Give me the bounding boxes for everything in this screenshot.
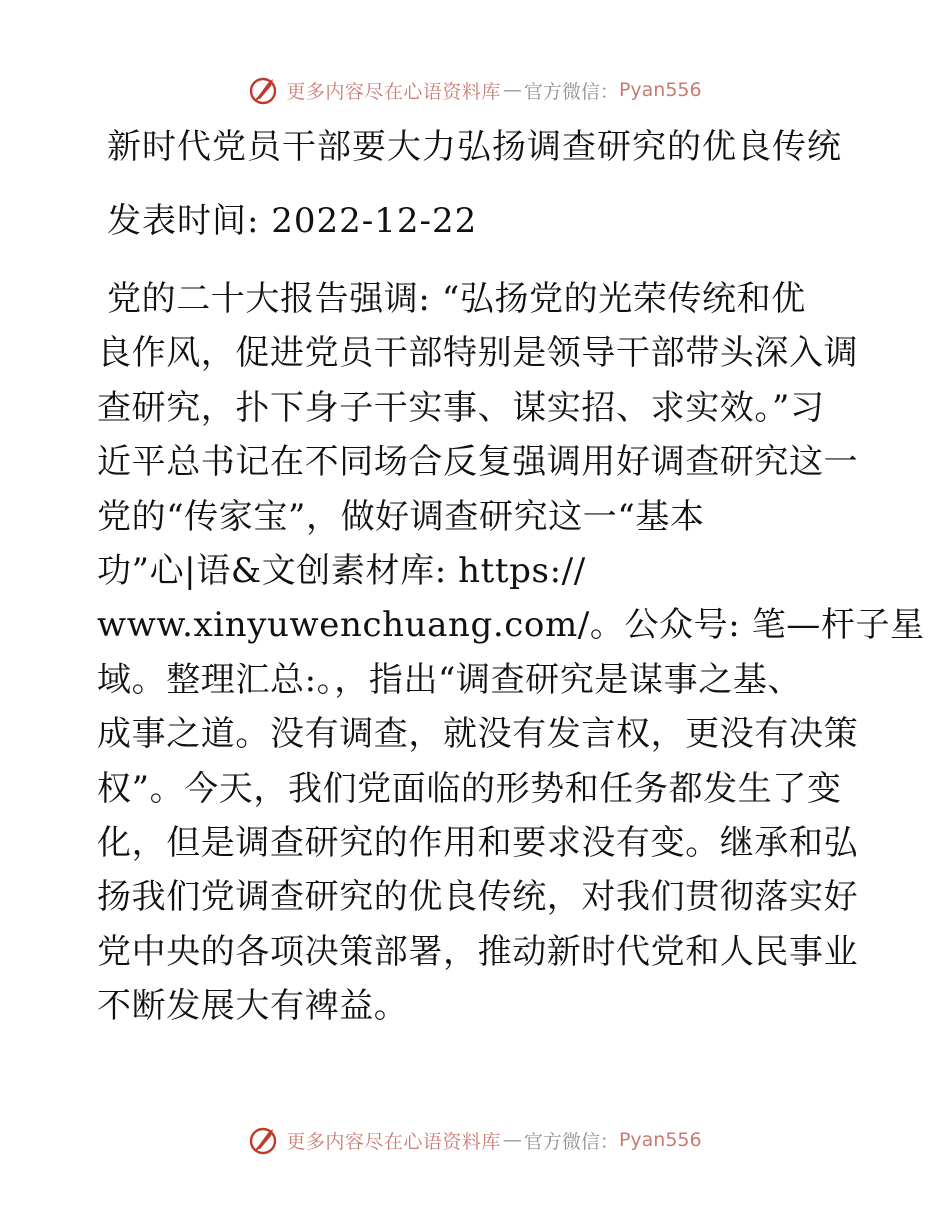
body-line: 不断发展大有裨益。 [97, 986, 409, 1027]
body-line: 党的二十大报告强调: “弘扬党的光荣传统和优 [107, 279, 806, 319]
banner-wechat-id: Pyan556 [618, 1129, 702, 1151]
banner-text: 更多内容尽在心语资料库 [286, 80, 501, 103]
body-line: 党中央的各项决策部署，推动新时代党和人民事业 [97, 931, 859, 972]
banner-wechat-label: 官方微信： [523, 80, 619, 103]
body-line: 成事之道。没有调查，就没有发言权，更没有决策 [97, 714, 859, 755]
body-line: 查研究，扑下身子干实事、谋实招、求实效。”习 [97, 387, 825, 428]
body-line: 良作风，促进党员干部特别是领导干部带头深入调 [97, 333, 859, 374]
body-line: 域。整理汇总:。，指出“调查研究是谋事之基、 [97, 659, 803, 700]
banner-separator: — [502, 79, 522, 101]
banner-separator: — [502, 1129, 522, 1151]
article-body [97, 272, 925, 1033]
banner-wechat-id: Pyan556 [618, 79, 702, 101]
body-line: 近平总书记在不同场合反复强调用好调查研究这一 [97, 442, 859, 483]
quill-logo-icon [248, 1124, 280, 1156]
body-line: 功”心|语&文创素材库: https:// [97, 550, 586, 591]
banner-text: 更多内容尽在心语资料库 [286, 1130, 501, 1153]
body-line: www.xinyuwenchuang.com/。公众号: 笔—杆子星 [97, 605, 925, 646]
body-line: 党的“传家宝”，做好调查研究这一“基本 [97, 496, 705, 537]
publish-date: 发表时间: 2022-12-22 [107, 201, 478, 241]
quill-logo-icon [248, 74, 280, 106]
footer-watermark-banner [0, 1120, 950, 1160]
banner-wechat-label: 官方微信： [523, 1130, 619, 1153]
body-line: 扬我们党调查研究的优良传统，对我们贯彻落实好 [97, 877, 859, 918]
body-line: 权”。今天，我们党面临的形势和任务都发生了变 [97, 768, 842, 809]
document-title: 新时代党员干部要大力弘扬调查研究的优良传统 [107, 127, 842, 167]
body-line: 化，但是调查研究的作用和要求没有变。继承和弘 [97, 822, 859, 863]
header-watermark-banner [0, 70, 950, 110]
